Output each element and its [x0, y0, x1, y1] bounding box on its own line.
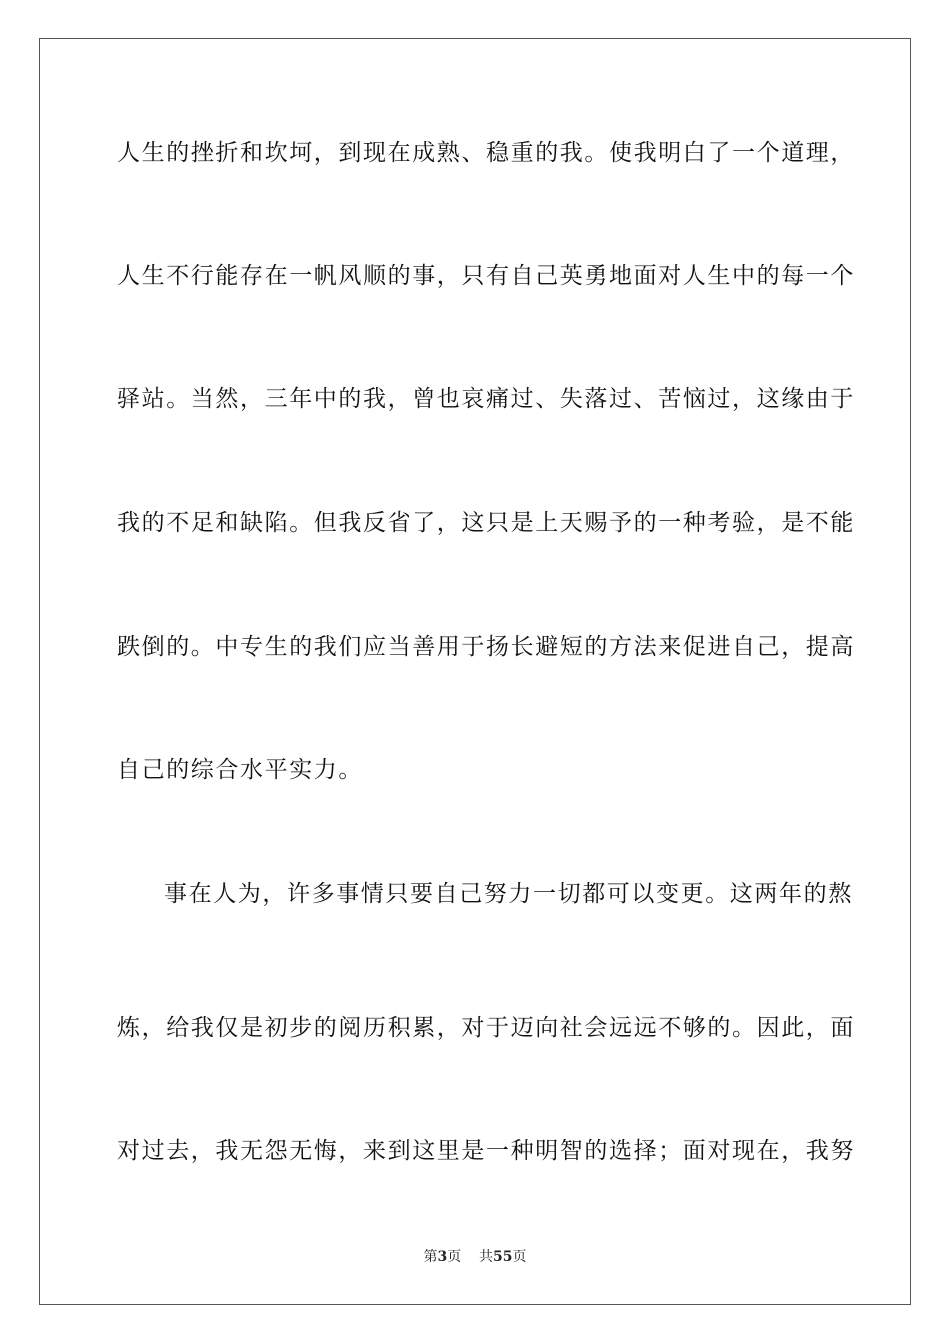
text-line: 自己的综合水平实力。 — [117, 757, 363, 783]
total-pages: 55 — [493, 1249, 513, 1265]
total-suffix: 页 — [512, 1249, 527, 1265]
text-line: 驿站。当然，三年中的我，曾也哀痛过、失落过、苦恼过，这缘由于 — [117, 386, 855, 412]
text-line: 炼，给我仅是初步的阅历积累，对于迈向社会远远不够的。因此，面 — [117, 1015, 855, 1041]
page-number: 3 — [437, 1249, 448, 1265]
page-border — [39, 38, 911, 1305]
text-line: 人生的挫折和坎坷，到现在成熟、稳重的我。使我明白了一个道理， — [117, 140, 855, 166]
page-footer — [0, 1248, 950, 1266]
total-prefix: 共 — [479, 1249, 494, 1265]
text-line: 事在人为，许多事情只要自己努力一切都可以变更。这两年的熬 — [164, 881, 853, 907]
text-line: 对过去，我无怨无悔，来到这里是一种明智的选择；面对现在，我努 — [117, 1138, 855, 1164]
text-line: 人生不行能存在一帆风顺的事，只有自己英勇地面对人生中的每一个 — [117, 263, 855, 289]
text-line: 我的不足和缺陷。但我反省了，这只是上天赐予的一种考验，是不能 — [117, 510, 855, 536]
page-suffix: 页 — [447, 1249, 462, 1265]
page-prefix: 第 — [423, 1249, 438, 1265]
text-line: 跌倒的。中专生的我们应当善用于扬长避短的方法来促进自己，提高 — [117, 634, 855, 660]
